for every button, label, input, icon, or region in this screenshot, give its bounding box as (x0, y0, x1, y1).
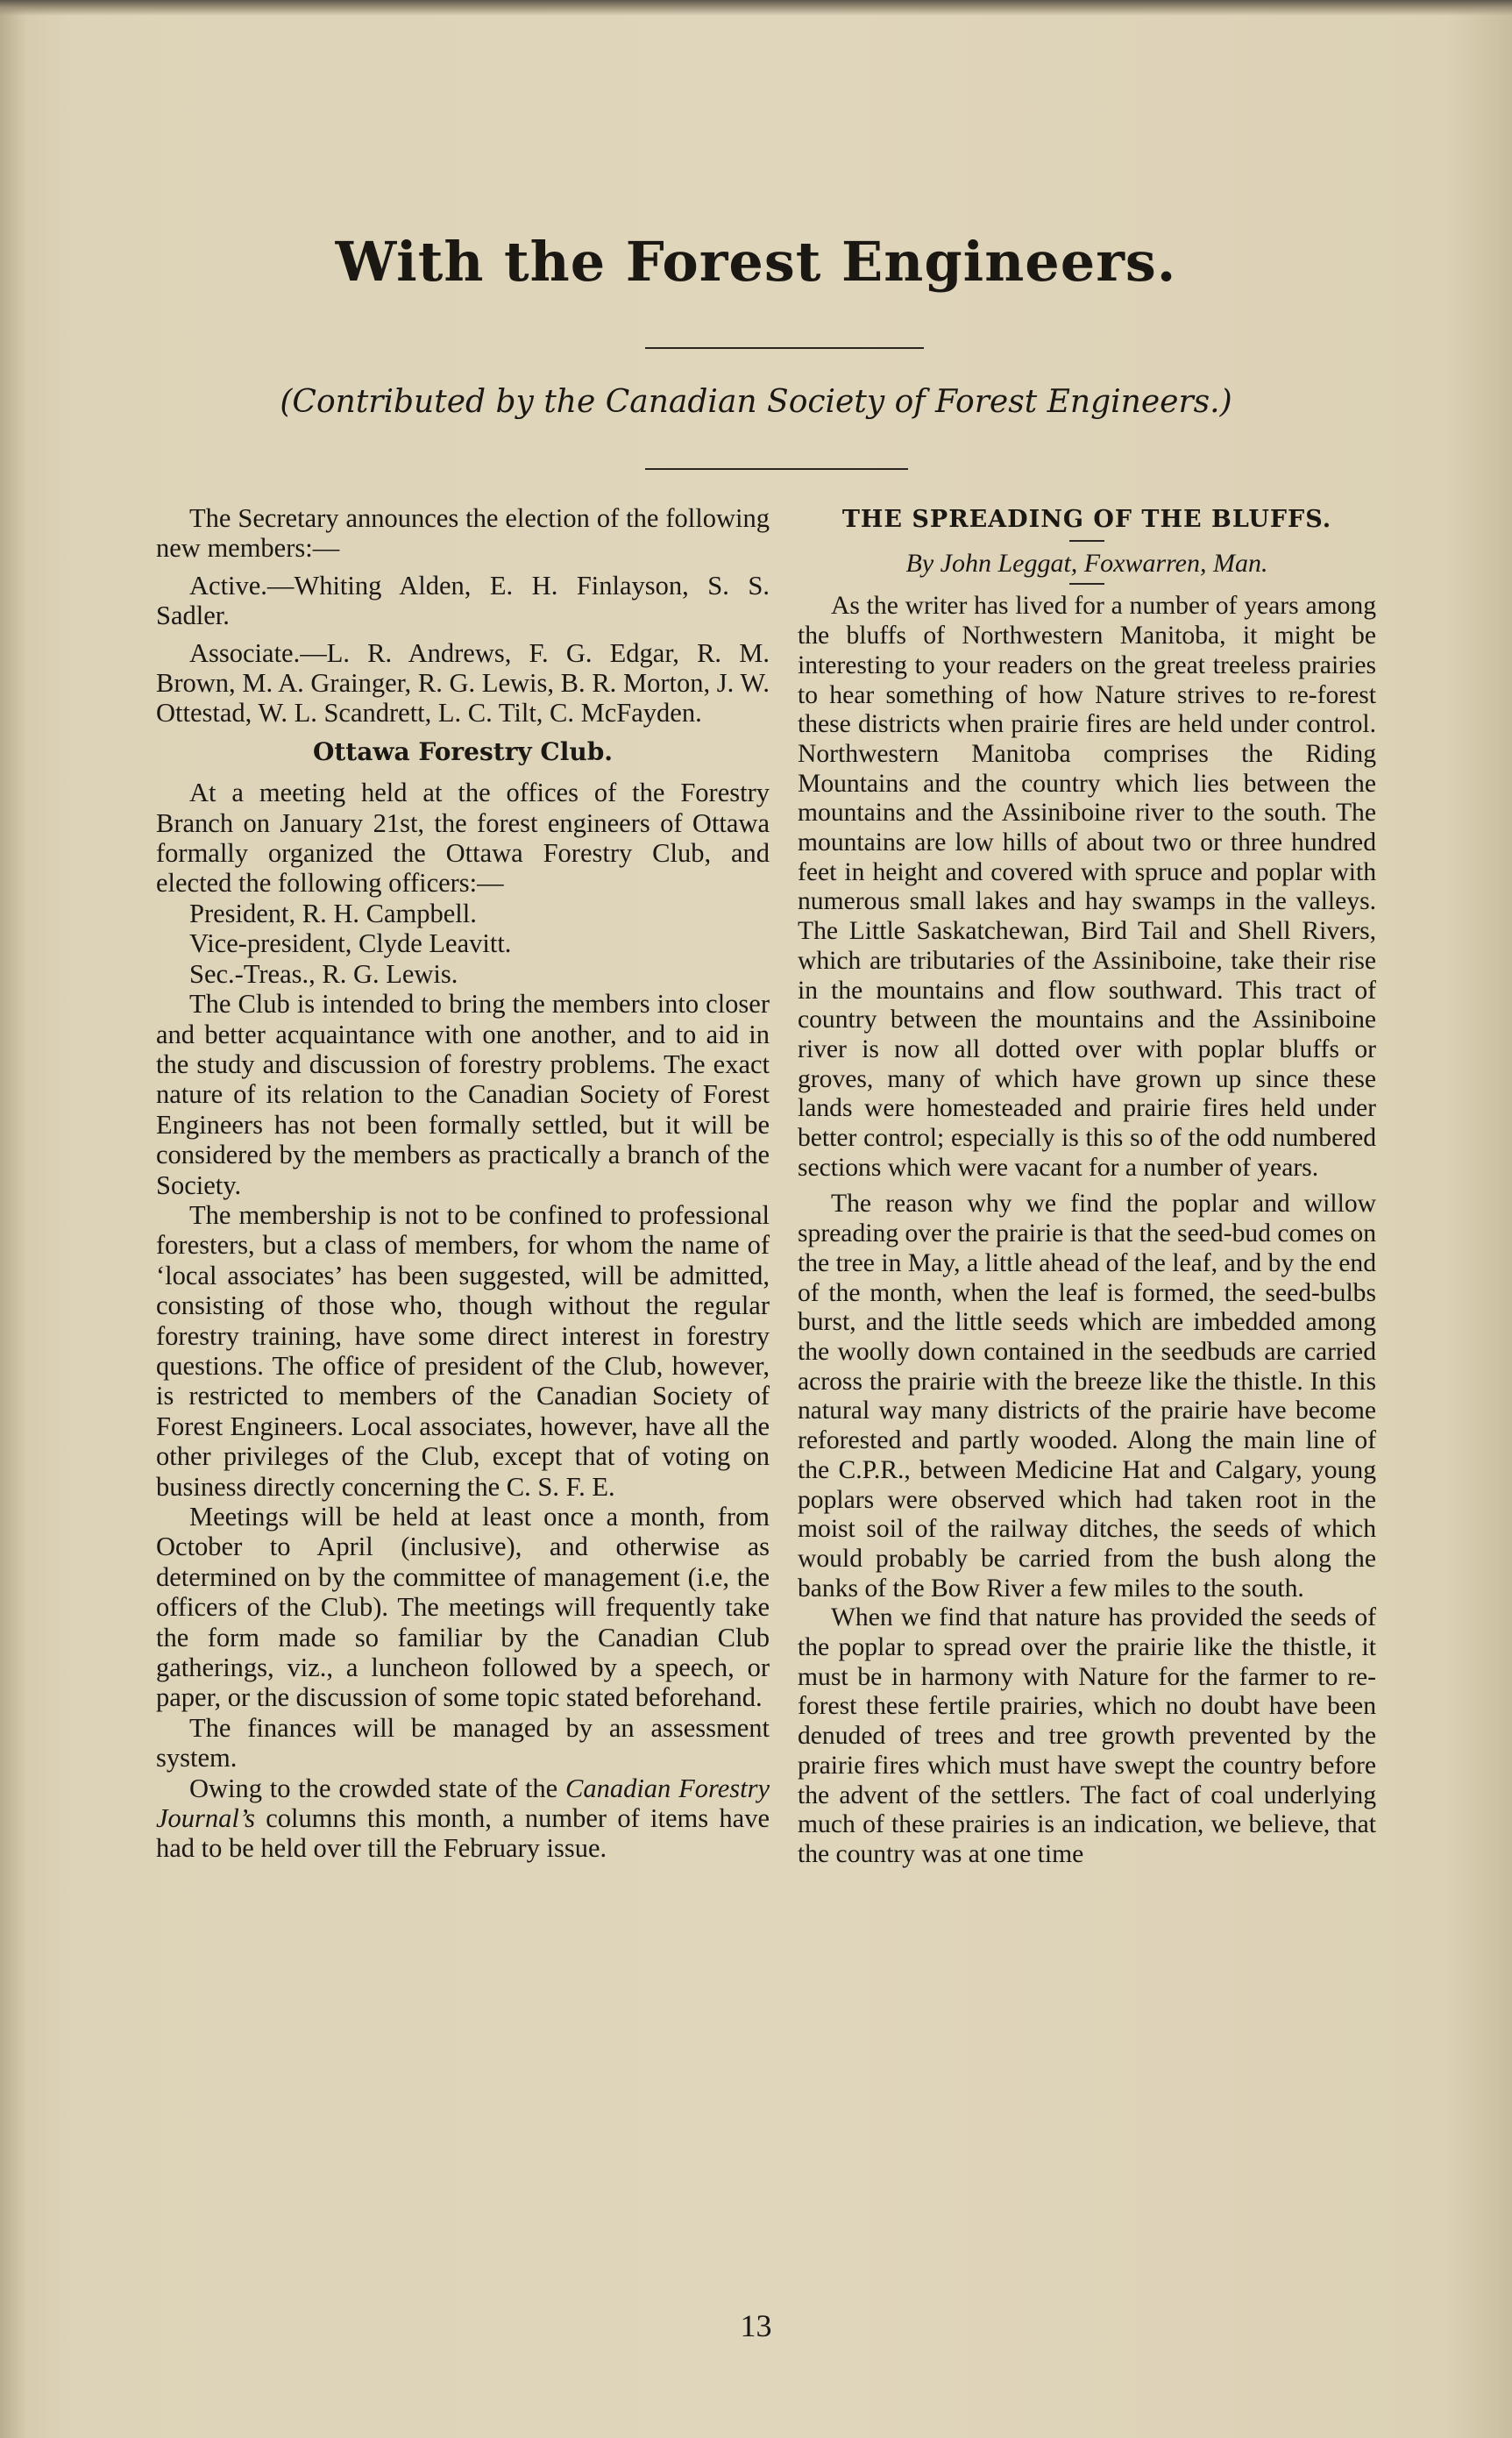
section-heading-ottawa-club: Ottawa Forestry Club. (312, 736, 614, 766)
journal-note-paragraph (156, 1773, 770, 1864)
membership-paragraph: The membership is not to be confined to professional foresters, but a class of members, for whom the name of ‘local associates’ has been suggested, will be admitted, consisting of those who, though without the regular forestry training, have some direct interest in forestry questions. The office of president of the Club, however, is restricted to members of the Canadian Society of Forest Engineers. Local associates, however, have all the other privileges of the Club, except that of voting on business directly concerning the C. S. F. E. (156, 1199, 770, 1502)
page-subtitle: (Contributed by the Canadian Society of Forest Engineers.) (280, 384, 1232, 420)
page-top-edge (0, 0, 1512, 16)
election-announcement: The Secretary announces the election of the following new members:— (156, 503, 770, 564)
bluffs-paragraph-3: When we find that nature has provided the seeds of the poplar to spread over the prairie like the thistle, it must be in harmony with Nature for the farmer to re-forest these fertile prairies, which no doubt have been denuded of trees and tree growth prevented by the prairie fires which must have swept the country before the advent of the settlers. The fact of coal underlying much of these prairies is an indication, we believe, that the country was at one time (798, 1603, 1376, 1868)
officer-vice-president: Vice-president, Clyde Leavitt. (189, 928, 512, 959)
meetings-paragraph: Meetings will be held at least once a month, from October to April (inclusive), and otherwise as determined on by the committee of management (i.e, the officers of the Club). The meetings will frequently take the form made so familiar by the Canadian Club gatherings, viz., a luncheon followed by a speech, or paper, or the discussion of some topic stated beforehand. (156, 1502, 770, 1713)
active-members: Active.—Whiting Alden, E. H. Finlayson, S. S. Sadler. (156, 570, 770, 631)
page-title: With the Forest Engineers. (335, 230, 1177, 294)
journal-name: Canadian Forestry Journal’s (156, 1773, 770, 1834)
article-heading-bluffs: THE SPREADING OF THE BLUFFS. (841, 506, 1332, 533)
associate-members: Associate.—L. R. Andrews, F. G. Edgar, R. M. Brown, M. A. Grainger, R. G. Lewis, B. R. Morton, J. W. Ottestad, W. L. Scandrett, L. C. Tilt, C. McFayden. (156, 637, 770, 729)
page-number: 13 (740, 2308, 772, 2343)
subtitle-rule (645, 468, 908, 470)
left-column (156, 503, 770, 1864)
heading-dash (1069, 540, 1104, 542)
title-rule (645, 347, 924, 349)
journal-note-text-b: columns this month, a number of items have had to be held over till the February issue. (156, 1803, 770, 1864)
finances-paragraph: The finances will be managed by an assessment system. (156, 1712, 770, 1773)
article-byline: By John Leggat, Foxwarren, Man. (905, 548, 1268, 578)
bluffs-paragraph-2: The reason why we find the poplar and willow spreading over the prairie is that the seed-bud comes on the tree in May, a little ahead of the leaf, and by the end of the month, when the leaf is formed, the seed-bulbs burst, and the little seeds which are imbedded among the woolly down contained in the seedbuds are carried across the prairie with the breeze like the thistle. In this natural way many districts of the prairie have become reforested and partly wooded. Along the main line of the C.P.R., between Medicine Hat and Calgary, young poplars were observed which had taken root in the moist soil of the railway ditches, the seeds of which would probably be carried from the bush along the banks of the Bow River a few miles to the south. (798, 1190, 1376, 1603)
officer-president: President, R. H. Campbell. (189, 898, 477, 928)
journal-note-text-a: Owing to the crowded state of the (189, 1773, 565, 1803)
club-meeting-paragraph: At a meeting held at the offices of the Forestry Branch on January 21st, the forest engineers of Ottawa formally organized the Ottawa Forestry Club, and elected the following officers:— (156, 778, 770, 899)
bluffs-paragraph-1: As the writer has lived for a number of years among the bluffs of Northwestern Manitoba, it might be interesting to your readers on the great treeless prairies to hear something of how Nature strives to re-forest these districts when prairie fires are held under control. Northwestern Manitoba comprises the Riding Mountains and the country which lies between the mountains and the Assiniboine river to the south. The mountains are low hills of about two or three hundred feet in height and covered with spruce and poplar with numerous small lakes and hay swamps in the valleys. The Little Saskatchewan, Bird Tail and Shell Rivers, which are tributaries of the Assiniboine, take their rise in the mountains and flow southward. This tract of country between the mountains and the Assiniboine river is now all dotted over with poplar bluffs or groves, many of which have grown up since these lands were homesteaded and prairie fires held under better control; especially is this so of the odd numbered sections which were vacant for a number of years. (798, 592, 1376, 1182)
right-column (798, 503, 1376, 1870)
club-purpose-paragraph: The Club is intended to bring the members into closer and better acquaintance with one another, and to aid in the study and discussion of forestry problems. The exact nature of its relation to the Canadian Society of Forest Engineers has not been formally settled, but it will be considered by the members as practically a branch of the Society. (156, 989, 770, 1200)
byline-dash (1069, 583, 1104, 585)
officer-secretary: Sec.-Treas., R. G. Lewis. (189, 958, 458, 989)
